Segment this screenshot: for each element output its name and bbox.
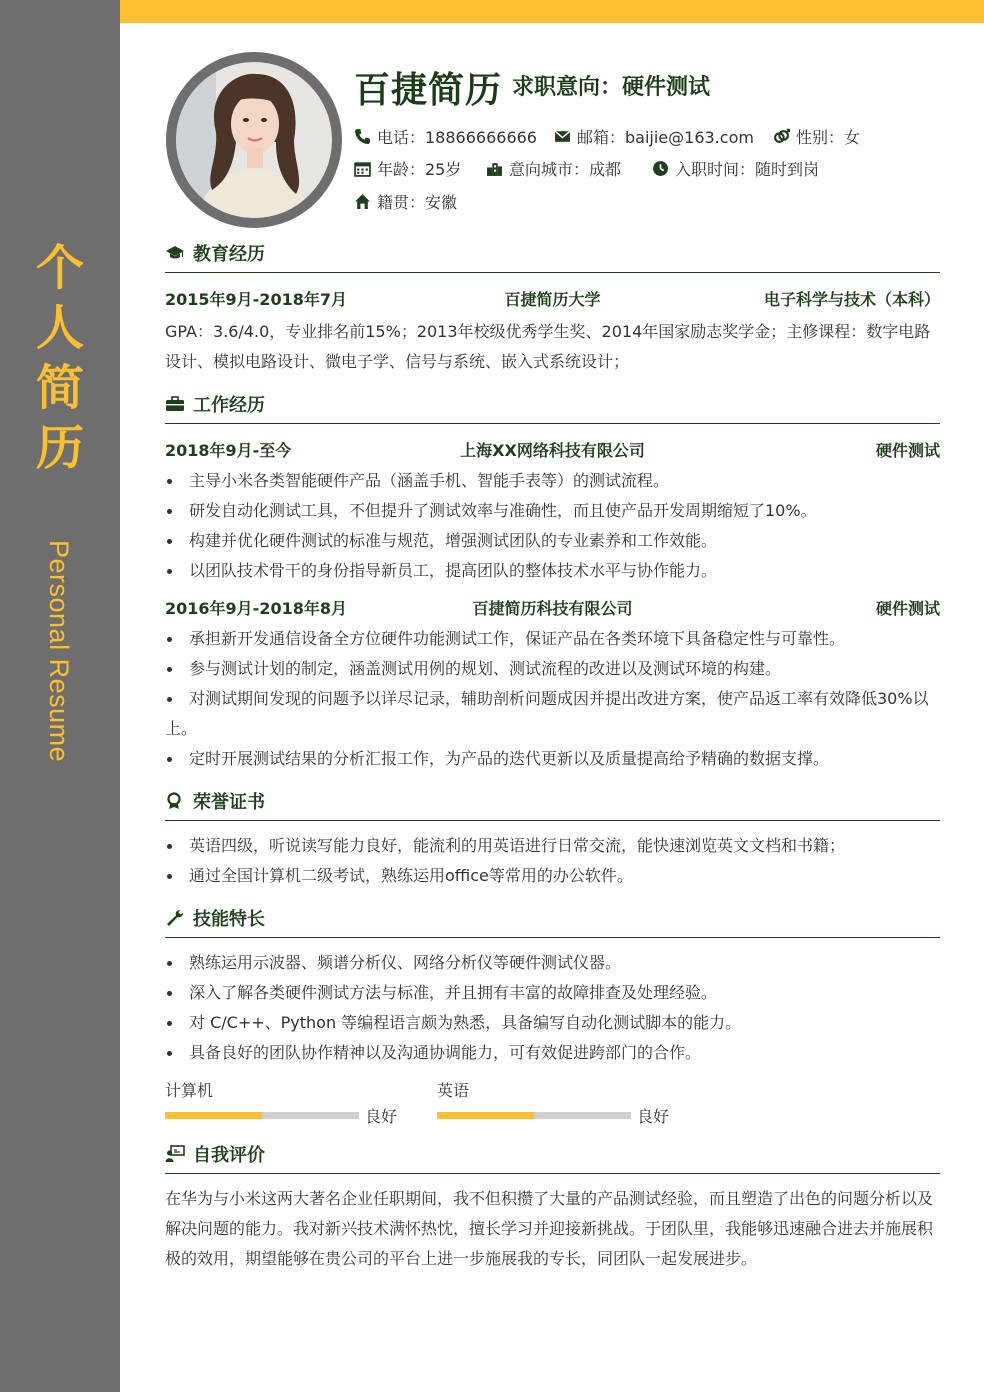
skills-section	[165, 905, 940, 1127]
education-period: 2015年9月-2018年7月	[165, 289, 347, 309]
sidebar-title	[0, 238, 120, 478]
sidebar-title-char: 个	[35, 240, 84, 296]
info-origin: 籍贯：安徽	[354, 190, 457, 213]
self-eval-section	[165, 1141, 940, 1274]
job-duties	[165, 466, 940, 586]
list-item: 熟练运用示波器、频谱分析仪、网络分析仪等硬件测试仪器。	[165, 948, 940, 978]
sidebar-title-char: 简	[35, 360, 84, 416]
education-row	[165, 283, 940, 313]
honors-heading: 荣誉证书	[165, 788, 940, 821]
job-intent: 求职意向：硬件测试	[512, 75, 711, 100]
skill-track	[165, 1112, 359, 1119]
skill-bars	[165, 1078, 940, 1127]
skill-level: 良好	[637, 1107, 670, 1126]
skill-fill	[437, 1112, 534, 1119]
education-section	[165, 240, 940, 377]
job-row	[165, 434, 940, 464]
sidebar-title-char: 人	[35, 300, 84, 356]
main-content	[165, 240, 940, 1288]
education-detail: GPA：3.6/4.0，专业排名前15%；2013年校级优秀学生奖、2014年国家励志奖学金；主修课程：数字电路设计、模拟电路设计、微电子学、信号与系统、嵌入式系统设计；	[165, 322, 931, 371]
honors-list	[165, 831, 940, 891]
info-start: 入职时间：随时到岗	[652, 157, 819, 180]
presenter-icon	[165, 1145, 187, 1163]
work-section	[165, 391, 940, 774]
email-icon	[554, 128, 571, 145]
calendar-icon	[354, 160, 371, 177]
skills-list	[165, 948, 940, 1068]
top-accent-bar	[120, 0, 984, 23]
list-item: 参与测试计划的制定，涵盖测试用例的规划、测试流程的改进以及测试环境的构建。	[165, 654, 940, 684]
job-company: 百捷简历科技有限公司	[472, 598, 633, 618]
job-role: 硬件测试	[875, 598, 940, 618]
work-heading: 工作经历	[165, 391, 940, 424]
skills-heading: 技能特长	[165, 905, 940, 938]
info-age: 年龄：25岁	[354, 157, 461, 180]
education-heading: 教育经历	[165, 240, 940, 273]
list-item: 深入了解各类硬件测试方法与标准，并且拥有丰富的故障排查及处理经验。	[165, 978, 940, 1008]
skill-level: 良好	[365, 1107, 398, 1126]
candidate-name: 百捷简历	[354, 70, 503, 111]
award-icon	[165, 792, 187, 810]
job-role: 硬件测试	[875, 440, 940, 460]
education-school: 百捷简历大学	[504, 289, 601, 309]
skill-track	[437, 1112, 631, 1119]
job-row	[165, 592, 940, 622]
list-item: 研发自动化测试工具，不但提升了测试效率与准确性，而且使产品开发周期缩短了10%。	[165, 496, 940, 526]
list-item: 英语四级，听说读写能力良好，能流利的用英语进行日常交流，能快速浏览英文文档和书籍；	[165, 831, 940, 861]
graduation-cap-icon	[165, 244, 187, 262]
skill-label: 计算机	[165, 1081, 214, 1100]
honors-section	[165, 788, 940, 891]
self-eval-heading: 自我评价	[165, 1141, 940, 1174]
info-gender: 性别：女	[773, 125, 860, 148]
avatar	[176, 62, 332, 218]
list-item: 对测试期间发现的问题予以详尽记录，辅助剖析问题成因并提出改进方案，使产品返工率有效降低30%以上。	[165, 684, 940, 744]
clock-icon	[652, 160, 669, 177]
skill-bar-english	[437, 1078, 709, 1127]
skill-fill	[165, 1112, 262, 1119]
education-major: 电子科学与技术（本科）	[763, 289, 940, 309]
job-period: 2018年9月-至今	[165, 440, 292, 460]
info-city: 意向城市：成都	[486, 157, 621, 180]
wrench-icon	[165, 909, 187, 927]
sidebar-title-char: 历	[35, 420, 84, 476]
home-icon	[354, 193, 371, 210]
self-eval-text: 在华为与小米这两大著名企业任职期间，我不但积攒了大量的产品测试经验，而且塑造了出色的问题分析以及解决问题的能力。我对新兴技术满怀热忱，擅长学习并迎接新挑战。于团队里，我能够迅速融合进去并施展积极的效用，期望能够在贵公司的平台上进一步施展我的专长，同团队一起发展进步。	[165, 1189, 934, 1268]
skill-label: 英语	[437, 1081, 470, 1100]
list-item: 以团队技术骨干的身份指导新员工，提高团队的整体技术水平与协作能力。	[165, 556, 940, 586]
phone-icon	[354, 128, 371, 145]
list-item: 构建并优化硬件测试的标准与规范，增强测试团队的专业素养和工作效能。	[165, 526, 940, 556]
gender-icon	[773, 128, 790, 145]
list-item: 具备良好的团队协作精神以及沟通协调能力，可有效促进跨部门的合作。	[165, 1038, 940, 1068]
briefcase-icon	[165, 395, 187, 413]
job-duties	[165, 624, 940, 774]
skill-bar-computer	[165, 1078, 437, 1127]
info-email: 邮箱：baijie@163.com	[554, 125, 754, 148]
job-period: 2016年9月-2018年8月	[165, 598, 347, 618]
city-icon	[486, 160, 503, 177]
list-item: 承担新开发通信设备全方位硬件功能测试工作，保证产品在各类环境下具备稳定性与可靠性。	[165, 624, 940, 654]
list-item: 主导小米各类智能硬件产品（涵盖手机、智能手表等）的测试流程。	[165, 466, 940, 496]
list-item: 定时开展测试结果的分析汇报工作，为产品的迭代更新以及质量提高给予精确的数据支撑。	[165, 744, 940, 774]
info-phone: 电话：18866666666	[354, 125, 537, 148]
list-item: 通过全国计算机二级考试，熟练运用office等常用的办公软件。	[165, 861, 940, 891]
job-company: 上海XX网络科技有限公司	[460, 440, 645, 460]
sidebar-subtitle: Personal Resume	[44, 540, 74, 763]
list-item: 对 C/C++、Python 等编程语言颇为熟悉，具备编写自动化测试脚本的能力。	[165, 1008, 940, 1038]
